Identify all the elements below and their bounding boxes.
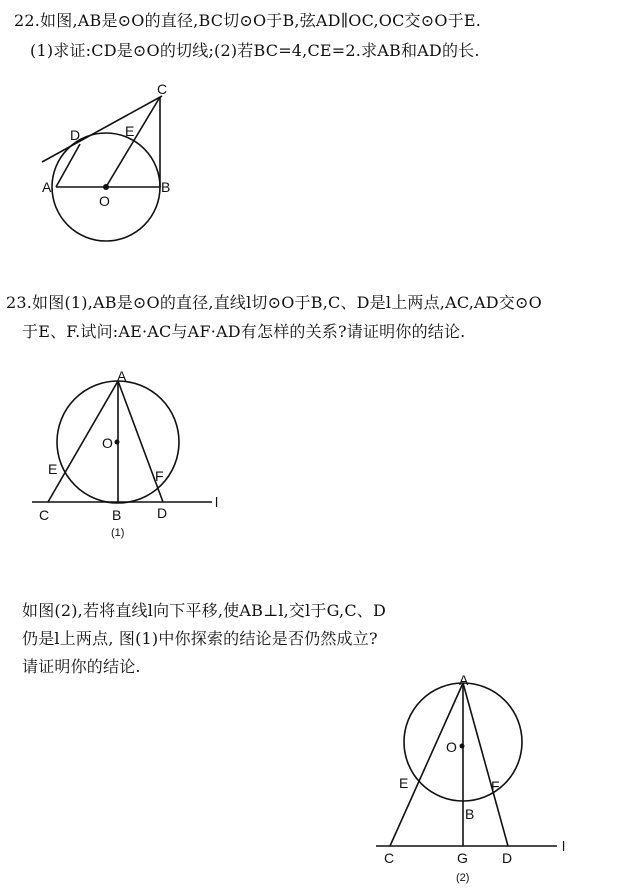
- label-c: C: [384, 850, 395, 866]
- label-d: D: [70, 127, 81, 143]
- follow-up-line-1: 如图(2),若将直线l向下平移,使AB⊥l,交l于G,C、D: [22, 601, 387, 620]
- label-e: E: [48, 461, 58, 477]
- follow-up-line-2: 仍是l上两点, 图(1)中你探索的结论是否仍然成立?: [22, 629, 378, 648]
- problem-23-line-2: 于E、F.试问:AE·AC与AF·AD有怎样的关系?请证明你的结论.: [22, 322, 466, 341]
- center-point-o: [460, 744, 465, 749]
- problem-22-line-2: (1)求证:CD是⊙O的切线;(2)若BC=4,CE=2.求AB和AD的长.: [30, 41, 480, 60]
- label-e: E: [399, 775, 409, 791]
- label-a: A: [117, 368, 127, 384]
- label-a: A: [42, 179, 52, 195]
- problem-23-line-1: 23.如图(1),AB是⊙O的直径,直线l切⊙O于B,C、D是l上两点,AC,AD交⊙O: [6, 293, 542, 312]
- label-d: D: [502, 850, 513, 866]
- label-b: B: [161, 179, 171, 195]
- label-a: A: [459, 672, 469, 688]
- label-l: l: [215, 494, 219, 510]
- label-d: D: [157, 505, 168, 521]
- label-e: E: [125, 123, 135, 139]
- label-b: B: [465, 806, 475, 822]
- label-o: O: [99, 193, 110, 209]
- label-o: O: [446, 739, 457, 755]
- follow-up-line-3: 请证明你的结论.: [22, 657, 141, 676]
- figure-2-caption: (2): [456, 872, 470, 884]
- figure-1-caption: (1): [111, 527, 125, 539]
- label-g: G: [457, 850, 468, 866]
- label-f: F: [155, 468, 164, 484]
- label-b: B: [112, 507, 122, 523]
- label-o: O: [102, 435, 113, 451]
- segment-ac: [390, 683, 463, 846]
- label-c: C: [157, 81, 168, 97]
- problem-22-line-1: 22.如图,AB是⊙O的直径,BC切⊙O于B,弦AD∥OC,OC交⊙O于E.: [14, 11, 482, 30]
- label-c: C: [39, 507, 50, 523]
- label-l: l: [562, 838, 566, 854]
- label-f: F: [491, 778, 500, 794]
